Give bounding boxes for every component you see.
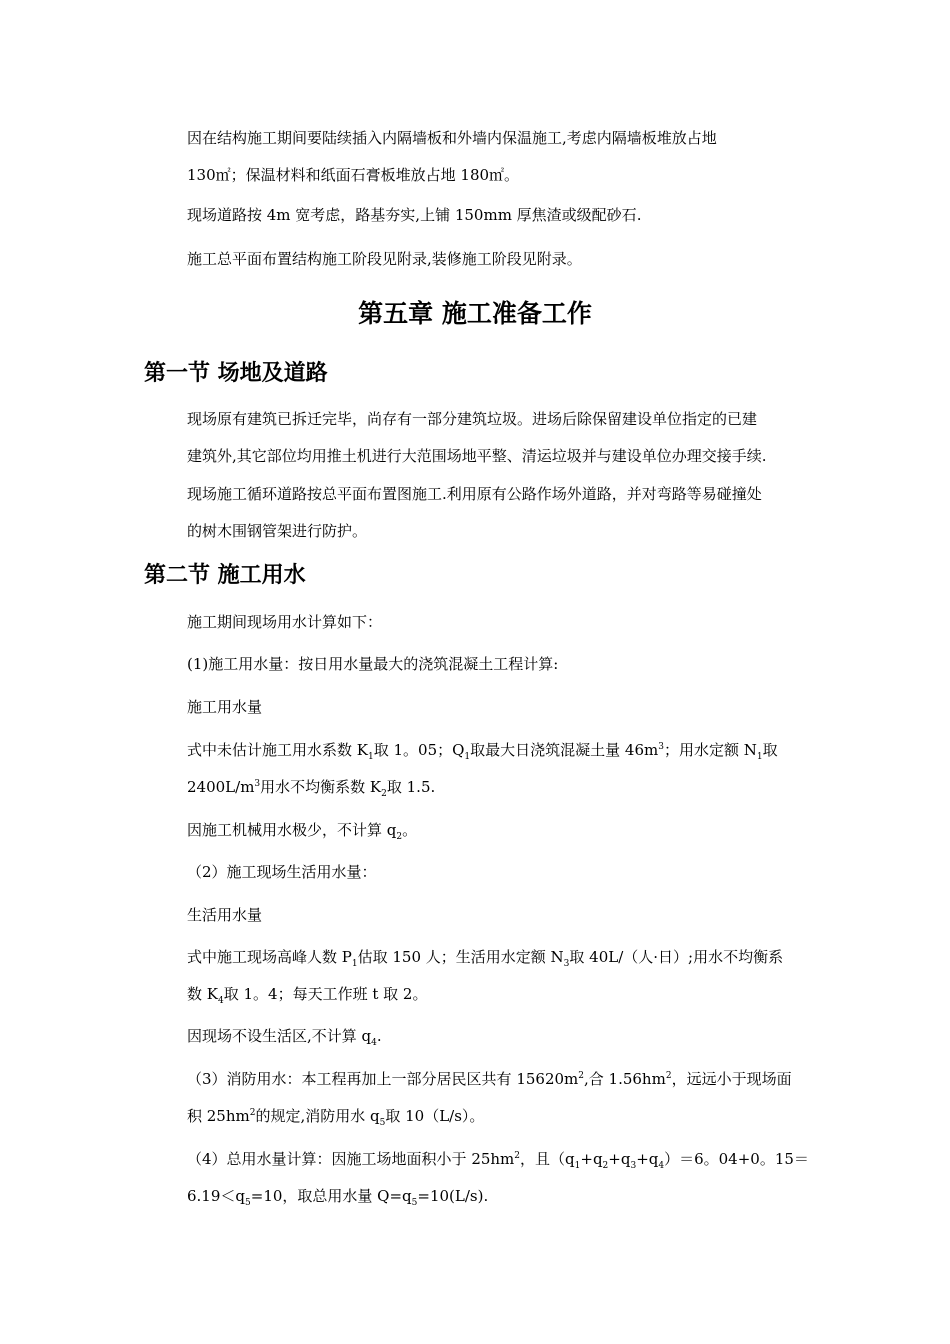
paragraph-line: 因现场不设生活区,不计算 $q_4$.: [187, 1027, 382, 1048]
paragraph-line: 现场施工循环道路按总平面布置图施工.利用原有公路作场外道路，并对弯路等易碰撞处: [187, 485, 762, 503]
paragraph-line: 式中施工现场高峰人数 $P_1$估取 150 人；生活用水定额 $N_3$取 40L/（人·日）;用水不均衡系: [187, 948, 784, 969]
paragraph-line: （3）消防用水：本工程再加上一部分居民区共有 $15620m^2$,合 $1.56hm^2$，远远小于现场面: [187, 1070, 792, 1088]
paragraph-line: 130㎡；保温材料和纸面石膏板堆放占地 180㎡。: [187, 166, 520, 184]
paragraph-line: 施工总平面布置结构施工阶段见附录,装修施工阶段见附录。: [187, 250, 582, 268]
paragraph-line: 建筑外,其它部位均用推土机进行大范围场地平整、清运垃圾并与建设单位办理交接手续.: [187, 447, 767, 465]
chapter-title: 第五章 施工准备工作: [358, 299, 592, 328]
paragraph-line: 因在结构施工期间要陆续插入内隔墙板和外墙内保温施工,考虑内隔墙板堆放占地: [187, 129, 717, 147]
paragraph-line: (1)施工用水量：按日用水量最大的浇筑混凝土工程计算:: [187, 655, 559, 673]
paragraph-line: $6.19<q_5=10$，取总用水量 $Q=q_5=10(L/s)$.: [187, 1187, 489, 1208]
paragraph-line: 数 $K_4$取 1。4；每天工作班 t 取 2。: [187, 985, 428, 1006]
paragraph-line: $2400L/m^3$用水不均衡系数 $K_2$取 1.5.: [187, 778, 436, 799]
paragraph-line: 生活用水量: [187, 906, 263, 924]
paragraph-line: 的树木围钢管架进行防护。: [187, 522, 368, 540]
paragraph-line: （4）总用水量计算：因施工场地面积小于 $25hm^2$，且$(q_1+q_2+q_3+q_4)=6$。04+0。15＝: [187, 1150, 809, 1171]
paragraph-line: 施工期间现场用水计算如下：: [187, 613, 383, 631]
section-title-site-roads: 第一节 场地及道路: [144, 361, 328, 386]
paragraph-line: 式中未估计施工用水系数 $K_1$取 1。05；$Q_1$取最大日浇筑混凝土量 $46m^3$；用水定额 $N_1$取: [187, 741, 778, 762]
paragraph-line: 因施工机械用水极少，不计算 $q_2$。: [187, 821, 418, 842]
paragraph-line: 积 $25hm^2$的规定,消防用水 $q_5$取 10（L/s）。: [187, 1107, 485, 1128]
section-title-water: 第二节 施工用水: [144, 563, 306, 588]
paragraph-line: 现场道路按 4m 宽考虑，路基夯实,上铺 150mm 厚焦渣或级配砂石.: [187, 206, 642, 224]
paragraph-line: 施工用水量: [187, 698, 263, 716]
paragraph-line: 现场原有建筑已拆迁完毕，尚存有一部分建筑垃圾。进场后除保留建设单位指定的已建: [187, 410, 758, 428]
paragraph-line: （2）施工现场生活用水量：: [187, 863, 377, 881]
